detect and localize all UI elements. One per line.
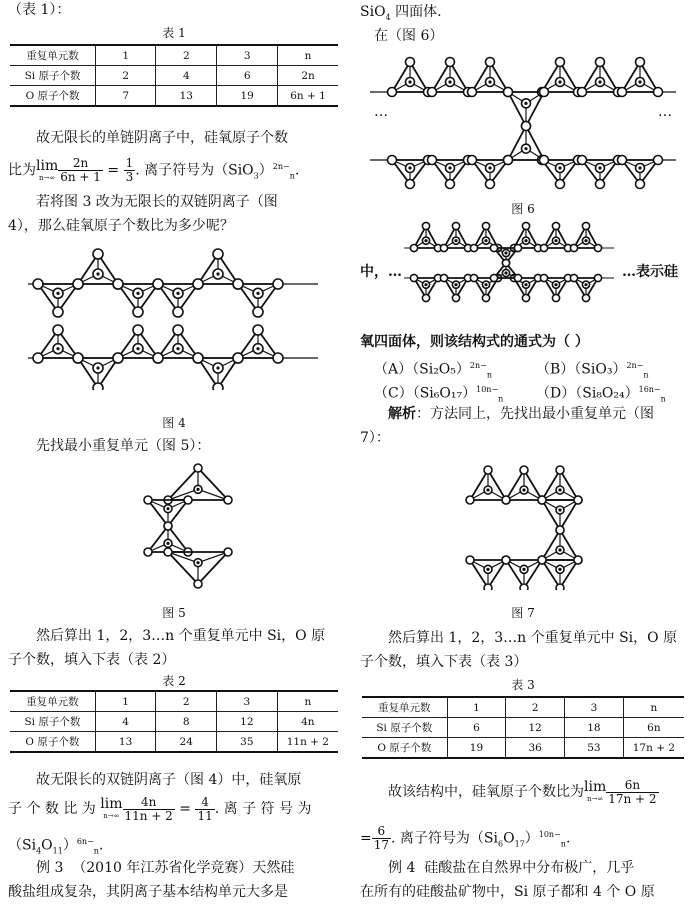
oxygen-atom [113, 279, 123, 289]
option-d: $(D)(Si_8O_{24})^{16n-}_n$ [536, 385, 666, 404]
oxygen-atom [440, 274, 447, 281]
table-cell: 6n [623, 718, 684, 738]
oxygen-atom [468, 88, 477, 97]
table-2 [10, 690, 338, 753]
silicon-dot [96, 366, 99, 369]
para4-line1: 然后算出 1，2，3…n 个重复单元中 Si，O 原 [36, 628, 326, 644]
fraction-1b: $\frac{1}{3}$ [125, 156, 134, 185]
silicon-dot [558, 508, 561, 511]
table-cell: 2 [96, 66, 156, 86]
table-cell: 2n [278, 66, 338, 86]
table-cell: 12 [217, 712, 278, 732]
oxygen-atom [53, 325, 63, 335]
table-cell: n [278, 45, 338, 66]
silicon-dot [96, 272, 99, 275]
oxygen-atom [73, 353, 83, 363]
example3-line2: 酸盐组成复杂，其阴离子基本结构单元大多是 [8, 884, 288, 900]
oxygen-atom [452, 294, 459, 301]
silicon-dot [424, 239, 427, 242]
silicon-dot [196, 488, 199, 491]
oxygen-atom [452, 222, 459, 229]
oxygen-atom [184, 496, 192, 504]
silicon-dot [408, 80, 411, 83]
table-cell: 1 [96, 45, 156, 66]
silicon-dot [638, 166, 641, 169]
silicon-dot [448, 166, 451, 169]
silicon-dot [488, 166, 491, 169]
oxygen-atom [582, 222, 589, 229]
oxygen-atom [213, 383, 223, 390]
para5-ion: $(Si_4O_{11})^{6n-}_n$. [8, 837, 104, 856]
oxygen-atom [133, 325, 143, 335]
oxygen-atom [193, 353, 203, 363]
silicon-dot [598, 166, 601, 169]
para8: = $\frac{6}{17}$ . 离子符号为$(Si_6O_{17})^{10n-}_n$. [360, 824, 571, 853]
ellipsis-left: … [374, 104, 388, 120]
table-cell: 18 [565, 718, 624, 738]
oxygen-atom [33, 279, 43, 289]
oxygen-atom [490, 274, 497, 281]
table-row [10, 86, 338, 107]
oxygen-atom [446, 180, 455, 189]
silicon-dot [554, 239, 557, 242]
para6-line1: 然后算出 1，2，3…n 个重复单元中 Si，O 原 [388, 630, 678, 646]
row-header-cell: Si 原子个数 [362, 718, 447, 738]
table-row [10, 712, 338, 732]
oxygen-atom [522, 222, 529, 229]
oxygen-atom [113, 353, 123, 363]
table-cell: 24 [156, 732, 217, 753]
oxygen-atom [233, 353, 243, 363]
oxygen-atom [484, 584, 492, 590]
table-row [10, 45, 338, 66]
oxygen-atom [164, 548, 172, 556]
tail-text: …表示硅 [622, 264, 678, 280]
table-cell: 12 [506, 718, 565, 738]
oxygen-atom [144, 548, 152, 556]
silicon-dot [524, 147, 527, 150]
ellipsis-right: … [658, 104, 672, 120]
oxygen-atom [490, 244, 497, 251]
oxygen-atom [556, 58, 565, 67]
silicon-dot [484, 283, 487, 286]
silicon-dot [176, 292, 179, 295]
example4-line2: 在所有的硅酸盐矿物中，Si 原子都和 4 个 O 原 [360, 884, 655, 900]
option-a: $(A)(Si_2O_5)^{2n-}_n$ [374, 361, 493, 380]
silicon-dot [408, 166, 411, 169]
silicon-dot [166, 507, 169, 510]
question-line: 氧四面体，则该结构式的通式为（ ） [360, 334, 589, 350]
silicon-dot [256, 347, 259, 350]
oxygen-atom [482, 222, 489, 229]
oxygen-atom [556, 526, 564, 534]
oxygen-atom [224, 548, 232, 556]
table-cell: 3 [565, 697, 624, 718]
oxygen-atom [594, 274, 601, 281]
oxygen-atom [253, 325, 263, 335]
oxygen-atom [422, 294, 429, 301]
table-cell: 1 [95, 691, 156, 712]
table1-caption: 表 1 [162, 26, 186, 40]
table-cell: 53 [565, 738, 624, 759]
oxygen-atom [233, 279, 243, 289]
row-header-cell: O 原子个数 [362, 738, 447, 759]
oxygen-atom [470, 244, 477, 251]
oxygen-atom [520, 466, 528, 474]
oxygen-atom [514, 274, 521, 281]
oxygen-atom [538, 556, 546, 564]
option-c: $(C)(Si_6O_{17})^{10n-}_n$ [374, 385, 504, 404]
para1-prefix: 比为 [8, 162, 36, 179]
oxygen-atom [153, 279, 163, 289]
figure-7-repeat-unit [460, 460, 590, 590]
oxygen-atom [173, 307, 183, 317]
oxygen-atom [504, 156, 513, 165]
silicon-dot [454, 283, 457, 286]
oxygen-atom [514, 244, 521, 251]
table-3 [362, 696, 684, 759]
para1-line2: 比为 lim n→∞ $\frac{2n}{6n + 1}$ = $\frac{1}{3}$ . 离子符号为$(SiO_3)^{2n-}_n$. [8, 156, 300, 185]
fig6-caption: 图 6 [511, 202, 535, 216]
oxygen-atom [73, 279, 83, 289]
oxygen-atom [194, 580, 202, 588]
oxygen-atom [144, 496, 152, 504]
silicon-dot [522, 568, 525, 571]
zhong-text: 中，… [360, 264, 402, 280]
oxygen-atom [504, 88, 513, 97]
oxygen-atom [570, 274, 577, 281]
oxygen-atom [388, 88, 397, 97]
silicon-dot [504, 271, 507, 274]
oxygen-atom [596, 180, 605, 189]
table-cell: 2 [156, 691, 217, 712]
table-cell: 6 [217, 66, 278, 86]
oxygen-atom [502, 556, 510, 564]
example4-label: 例 4 [388, 860, 416, 876]
fraction-2b: $\frac{4}{11}$ [197, 794, 213, 823]
table-cell: 13 [95, 732, 156, 753]
row-header-cell: 重复单元数 [362, 697, 447, 718]
example4-line1: 例 4 硅酸盐在自然界中分布极广，几乎 [388, 860, 635, 876]
figure-4-double-chain [8, 240, 338, 390]
fig5-caption: 图 5 [162, 606, 186, 620]
table-1 [10, 44, 338, 107]
oxygen-atom [446, 58, 455, 67]
silicon-dot [166, 542, 169, 545]
oxygen-atom [574, 556, 582, 564]
oxygen-atom [388, 156, 397, 165]
oxygen-atom [540, 274, 547, 281]
oxygen-atom [636, 58, 645, 67]
oxygen-atom [213, 249, 223, 259]
oxygen-atom [164, 522, 172, 530]
row-header-cell: 重复单元数 [10, 691, 95, 712]
row-header-cell: O 原子个数 [10, 732, 95, 753]
oxygen-atom [654, 156, 663, 165]
silicon-dot [136, 347, 139, 350]
silicon-dot [524, 102, 527, 105]
analysis-line2: 7）： [360, 430, 390, 446]
oxygen-atom [273, 353, 283, 363]
right-top-line: SiO$_4$ 四面体. [360, 4, 442, 22]
oxygen-atom [93, 249, 103, 259]
oxygen-atom [486, 180, 495, 189]
silicon-dot [136, 292, 139, 295]
oxygen-atom [194, 464, 202, 472]
silicon-dot [454, 239, 457, 242]
oxygen-atom [594, 244, 601, 251]
silicon-dot [558, 568, 561, 571]
table-cell: 2 [506, 697, 565, 718]
para2-line1: 若将图 3 改为无限长的双链阴离子（图 [36, 194, 278, 210]
row-header-cell: Si 原子个数 [10, 712, 95, 732]
table-cell: n [277, 691, 338, 712]
oxygen-atom [33, 353, 43, 363]
table-cell: 4 [95, 712, 156, 732]
oxygen-atom [468, 156, 477, 165]
limit-3: lim n→∞ [584, 779, 607, 803]
example3-label: 例 3 [36, 860, 64, 876]
table-cell: 11n + 2 [277, 732, 338, 753]
fraction-2: $\frac{4n}{11n + 2}$ [124, 794, 173, 823]
analysis-line1: 解析：方法同上，先找出最小重复单元（图 [388, 406, 654, 422]
silicon-dot [424, 283, 427, 286]
silicon-dot [558, 488, 561, 491]
oxygen-atom [486, 58, 495, 67]
analysis-label: 解析 [388, 406, 416, 422]
oxygen-atom [422, 222, 429, 229]
oxygen-atom [540, 244, 547, 251]
silicon-dot [554, 283, 557, 286]
oxygen-atom [440, 244, 447, 251]
table-cell: 7 [96, 86, 156, 107]
oxygen-atom [556, 180, 565, 189]
fraction-3b: $\frac{6}{17}$ [373, 824, 390, 853]
option-b: $(B)(SiO_3)^{2n-}_n$ [536, 361, 649, 380]
oxygen-atom [428, 156, 437, 165]
table-cell: 35 [217, 732, 278, 753]
oxygen-atom [133, 307, 143, 317]
oxygen-atom [522, 294, 529, 301]
example3-line1: 例 3 （2010 年江苏省化学竞赛）天然硅 [36, 860, 295, 876]
table-cell: 4 [156, 66, 217, 86]
oxygen-atom [53, 307, 63, 317]
silicon-dot [448, 80, 451, 83]
table-cell: 1 [447, 697, 506, 718]
table-row [362, 718, 684, 738]
oxygen-atom [552, 222, 559, 229]
oxygen-atom [93, 383, 103, 390]
figure-5-repeat-unit [118, 462, 248, 592]
silicon-dot [558, 548, 561, 551]
table3-caption: 表 3 [511, 678, 535, 692]
para5-line1: 故无限长的双链阴离子（图 4）中，硅氧原 [36, 772, 302, 788]
oxygen-atom [410, 244, 417, 251]
oxygen-atom [570, 244, 577, 251]
row-header-cell: Si 原子个数 [10, 66, 96, 86]
oxygen-atom [578, 88, 587, 97]
oxygen-atom [574, 496, 582, 504]
table-cell: 3 [217, 45, 278, 66]
oxygen-atom [540, 156, 549, 165]
para4-line2: 子个数，填入下表（表 2） [8, 652, 176, 668]
oxygen-atom [556, 584, 564, 590]
table-cell: 19 [447, 738, 506, 759]
fraction-1: $\frac{2n}{6n + 1}$ [60, 156, 101, 185]
para7: 故该结构中，硅氧原子个数比为 lim n→∞ $\frac{6n}{17n + 2}$ [388, 777, 657, 806]
in-fig6: 在（图 6） [374, 28, 444, 44]
silicon-dot [486, 488, 489, 491]
oxygen-atom [482, 294, 489, 301]
table-row [362, 738, 684, 759]
table-cell: 2 [156, 45, 217, 66]
table-cell: 36 [506, 738, 565, 759]
oxygen-atom [522, 122, 531, 131]
oxygen-atom [406, 58, 415, 67]
oxygen-atom [428, 88, 437, 97]
oxygen-atom [618, 88, 627, 97]
silicon-dot [176, 347, 179, 350]
oxygen-atom [253, 307, 263, 317]
oxygen-atom [466, 496, 474, 504]
table1-reference: （表 1）： [8, 2, 71, 18]
figure-6-inline-structure [404, 218, 614, 304]
table-cell: 4n [277, 712, 338, 732]
oxygen-atom [484, 466, 492, 474]
fig7-caption: 图 7 [511, 606, 535, 620]
para5-line2: 子 个 数 比 为 lim n→∞ $\frac{4n}{11n + 2}$ = $\frac{4}{11}$ . 离 子 符 号 为 [8, 794, 312, 823]
silicon-dot [256, 292, 259, 295]
fig4-caption: 图 4 [162, 416, 186, 430]
table-cell: 3 [217, 691, 278, 712]
para2-line2: 4），那么硅氧原子个数比为多少呢？ [8, 218, 234, 234]
table-row [10, 691, 338, 712]
table-row [10, 66, 338, 86]
silicon-dot [216, 272, 219, 275]
oxygen-atom [552, 294, 559, 301]
silicon-dot [558, 166, 561, 169]
silicon-dot [524, 283, 527, 286]
table-cell: 6n + 1 [278, 86, 338, 107]
oxygen-atom [153, 353, 163, 363]
oxygen-atom [273, 279, 283, 289]
silicon-dot [584, 239, 587, 242]
oxygen-atom [582, 294, 589, 301]
limit-1: lim n→∞ [36, 157, 59, 182]
table-cell: 19 [217, 86, 278, 107]
silicon-dot [484, 239, 487, 242]
oxygen-atom [470, 274, 477, 281]
oxygen-atom [466, 556, 474, 564]
oxygen-atom [654, 88, 663, 97]
silicon-dot [486, 568, 489, 571]
table-cell: 17n + 2 [623, 738, 684, 759]
silicon-dot [524, 239, 527, 242]
para6-line2: 子个数，填入下表（表 3） [360, 654, 528, 670]
para1-line1: 故无限长的单链阴离子中，硅氧原子个数 [36, 130, 288, 146]
oxygen-atom [502, 259, 509, 266]
table2-caption: 表 2 [162, 674, 186, 688]
silicon-dot [56, 292, 59, 295]
oxygen-atom [596, 58, 605, 67]
oxygen-atom [538, 496, 546, 504]
oxygen-atom [406, 180, 415, 189]
oxygen-atom [556, 466, 564, 474]
silicon-dot [584, 283, 587, 286]
oxygen-atom [636, 180, 645, 189]
table-cell: n [623, 697, 684, 718]
silicon-dot [638, 80, 641, 83]
table-cell: 6 [447, 718, 506, 738]
row-header-cell: 重复单元数 [10, 45, 96, 66]
silicon-dot [196, 561, 199, 564]
oxygen-atom [502, 496, 510, 504]
oxygen-atom [618, 156, 627, 165]
silicon-dot [504, 251, 507, 254]
table-cell: 8 [156, 712, 217, 732]
oxygen-atom [520, 584, 528, 590]
oxygen-atom [578, 156, 587, 165]
oxygen-atom [540, 88, 549, 97]
fraction-3: $\frac{6n}{17n + 2}$ [608, 777, 657, 806]
oxygen-atom [224, 496, 232, 504]
silicon-dot [488, 80, 491, 83]
para3: 先找最小重复单元（图 5）： [36, 438, 211, 454]
row-header-cell: O 原子个数 [10, 86, 96, 107]
limit-2: lim n→∞ [100, 796, 123, 820]
silicon-dot [522, 488, 525, 491]
oxygen-atom [193, 279, 203, 289]
table-cell: 13 [156, 86, 217, 107]
oxygen-atom [410, 274, 417, 281]
oxygen-atom [173, 325, 183, 335]
silicon-dot [216, 366, 219, 369]
silicon-dot [558, 80, 561, 83]
table-row [362, 697, 684, 718]
figure-6-structure [360, 42, 686, 192]
table-row [10, 732, 338, 753]
silicon-dot [598, 80, 601, 83]
silicon-dot [56, 347, 59, 350]
